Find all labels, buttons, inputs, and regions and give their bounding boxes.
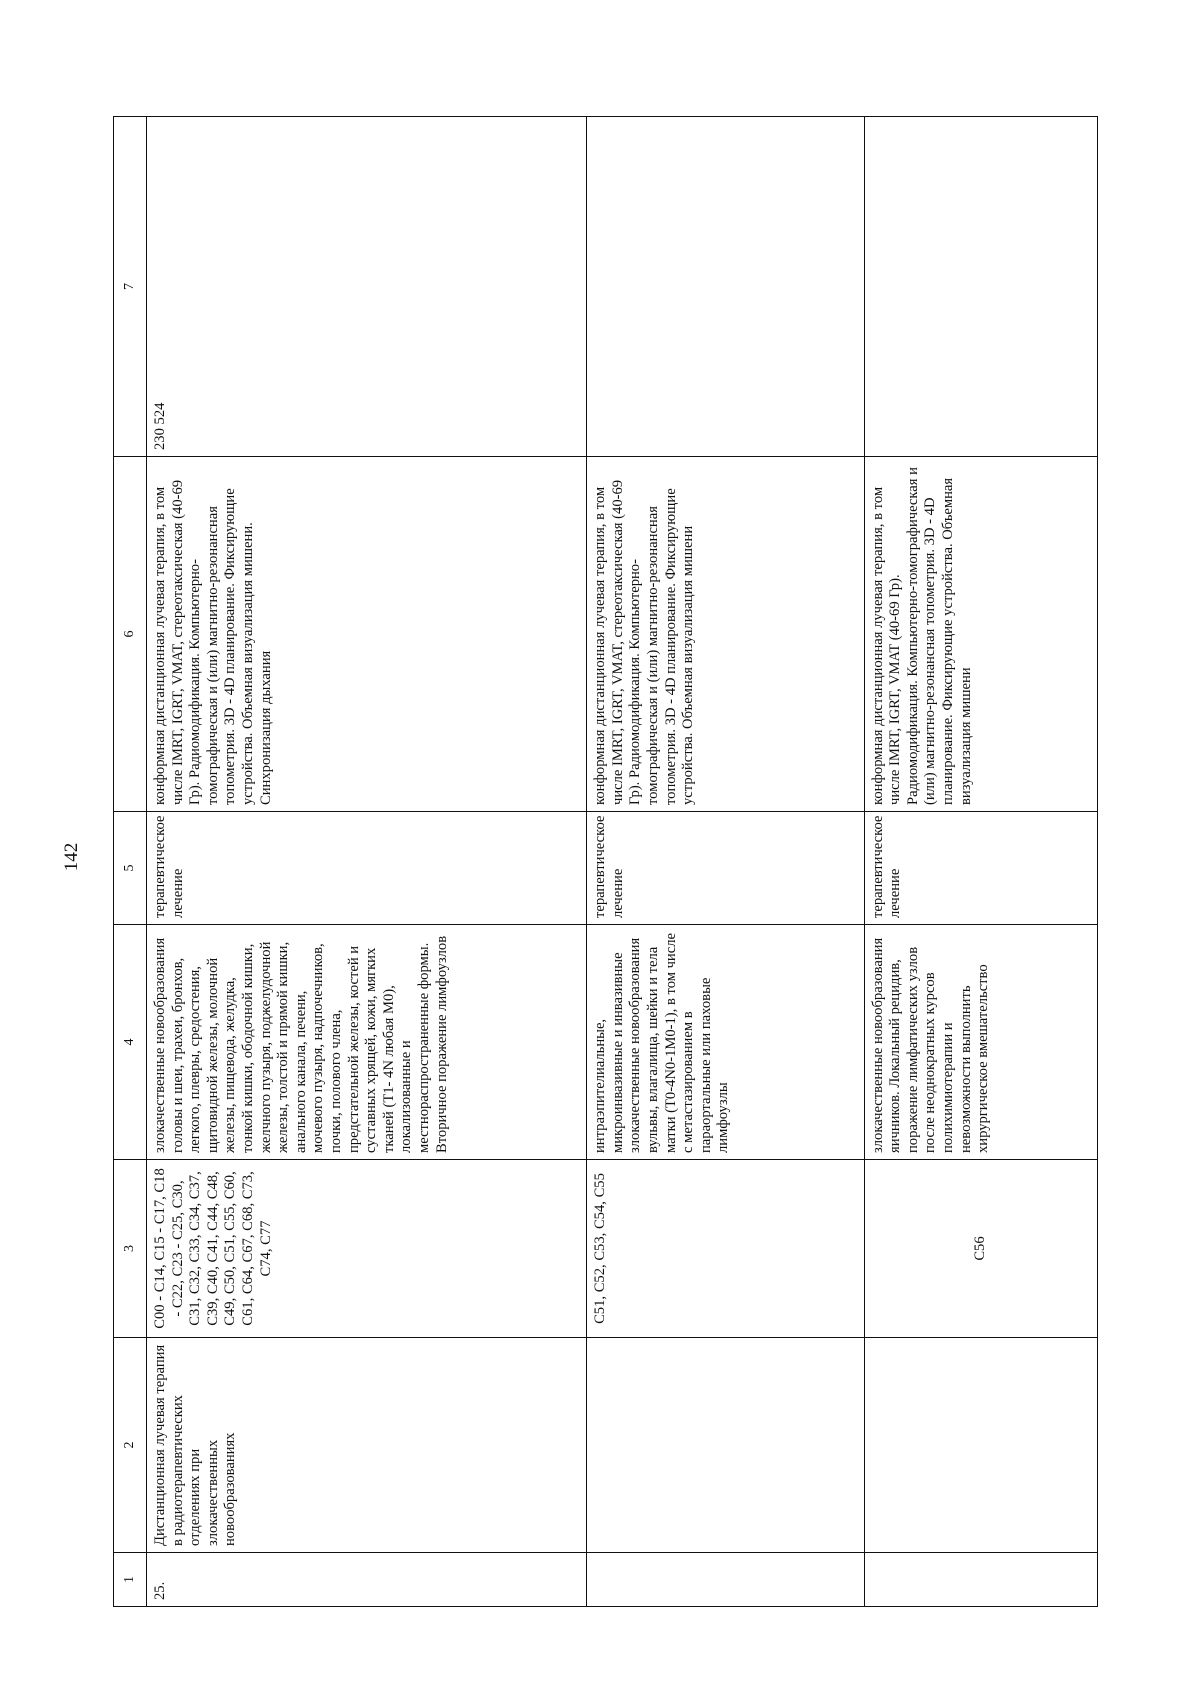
price-cell-continued: [864, 117, 1097, 457]
row-number-cell-continued: [864, 1553, 1097, 1607]
header-col-4: 4: [114, 925, 147, 1160]
group-name-cell-continued: [864, 1338, 1097, 1553]
row-number-cell-continued: [587, 1553, 864, 1607]
treatment-type-cell: терапевтическое лечение: [864, 812, 1097, 925]
group-name-cell-continued: [587, 1338, 864, 1553]
row-number-cell: 25.: [147, 1553, 587, 1607]
medical-care-table: [113, 116, 1098, 1607]
icd-codes-cell: C00 - C14, C15 - C17, C18 - C22, C23 - C25, C30, C31, C32, C33, C34, C37, C39, C40, C41, C44, C48, C49, C50, C51, C55, C60, C61, C64, C67, C68, C73, C74, C77: [147, 1160, 587, 1338]
header-row: [114, 117, 147, 1607]
icd-codes-cell: C51, C52, C53, C54, C55: [587, 1160, 864, 1338]
header-col-5: 5: [114, 812, 147, 925]
treatment-method-cell: конформная дистанционная лучевая терапия, в том числе IMRT, IGRT, VMAT (40-69 Гр). Радиомодификация. Компьютерно-томографическая и (или) магнитно-резонансная топометрия. 3D - 4D планирование. Фиксирующие устройства. Объемная визуализация мишени: [864, 457, 1097, 812]
icd-codes-cell: C56: [864, 1160, 1097, 1338]
header-col-3: 3: [114, 1160, 147, 1338]
group-name-cell: Дистанционная лучевая терапия в радиотерапевтических отделениях при злокачественных новообразованиях: [147, 1338, 587, 1553]
rotated-table-wrapper: [113, 117, 1098, 1607]
treatment-method-cell: конформная дистанционная лучевая терапия, в том числе IMRT, IGRT, VMAT, стереотаксическая (40-69 Гр). Радиомодификация. Компьютерно-томографическая и (или) магнитно-резонансная топометрия. 3D - 4D планирование. Фиксирующие устройства. Объемная визуализация мишени. Синхронизация дыхания: [147, 457, 587, 812]
table-row: [864, 117, 1097, 1607]
treatment-type-cell: терапевтическое лечение: [147, 812, 587, 925]
table-row: [147, 117, 587, 1607]
page-number: 142: [61, 842, 82, 872]
patient-model-cell: интраэпителиальные, микроинвазивные и инвазивные злокачественные новообразования вульвы, влагалища, шейки и тела матки (T0-4N0-1M0-1), в том числе с метастазированием в параортальные или паховые лимфоузлы: [587, 925, 864, 1160]
price-cell-continued: [587, 117, 864, 457]
price-cell: 230 524: [147, 117, 587, 457]
header-col-2: 2: [114, 1338, 147, 1553]
patient-model-cell: злокачественные новообразования яичников. Локальный рецидив, поражение лимфатических узлов после неоднократных курсов полихимиотерапии и невозможности выполнить хирургическое вмешательство: [864, 925, 1097, 1160]
header-col-7: 7: [114, 117, 147, 457]
header-col-1: 1: [114, 1553, 147, 1607]
patient-model-cell: злокачественные новообразования головы и шеи, трахеи, бронхов, легкого, плевры, средостения, щитовидной железы, молочной железы, пищевода, желудка, тонкой кишки, ободочной кишки, желчного пузыря, поджелудочной железы, толстой и прямой кишки, анального канала, печени, мочевого пузыря, надпочечников, почки, полового члена, предстательной железы, костей и суставных хрящей, кожи, мягких тканей (T1- 4N любая M0), локализованные и местнораспространенные формы. Вторичное поражение лимфоузлов: [147, 925, 587, 1160]
treatment-type-cell: терапевтическое лечение: [587, 812, 864, 925]
table-row: [587, 117, 864, 1607]
header-col-6: 6: [114, 457, 147, 812]
treatment-method-cell: конформная дистанционная лучевая терапия, в том числе IMRT, IGRT, VMAT, стереотаксическая (40-69 Гр). Радиомодификация. Компьютерно-томографическая и (или) магнитно-резонансная топометрия. 3D - 4D планирование. Фиксирующие устройства. Объемная визуализация мишени: [587, 457, 864, 812]
